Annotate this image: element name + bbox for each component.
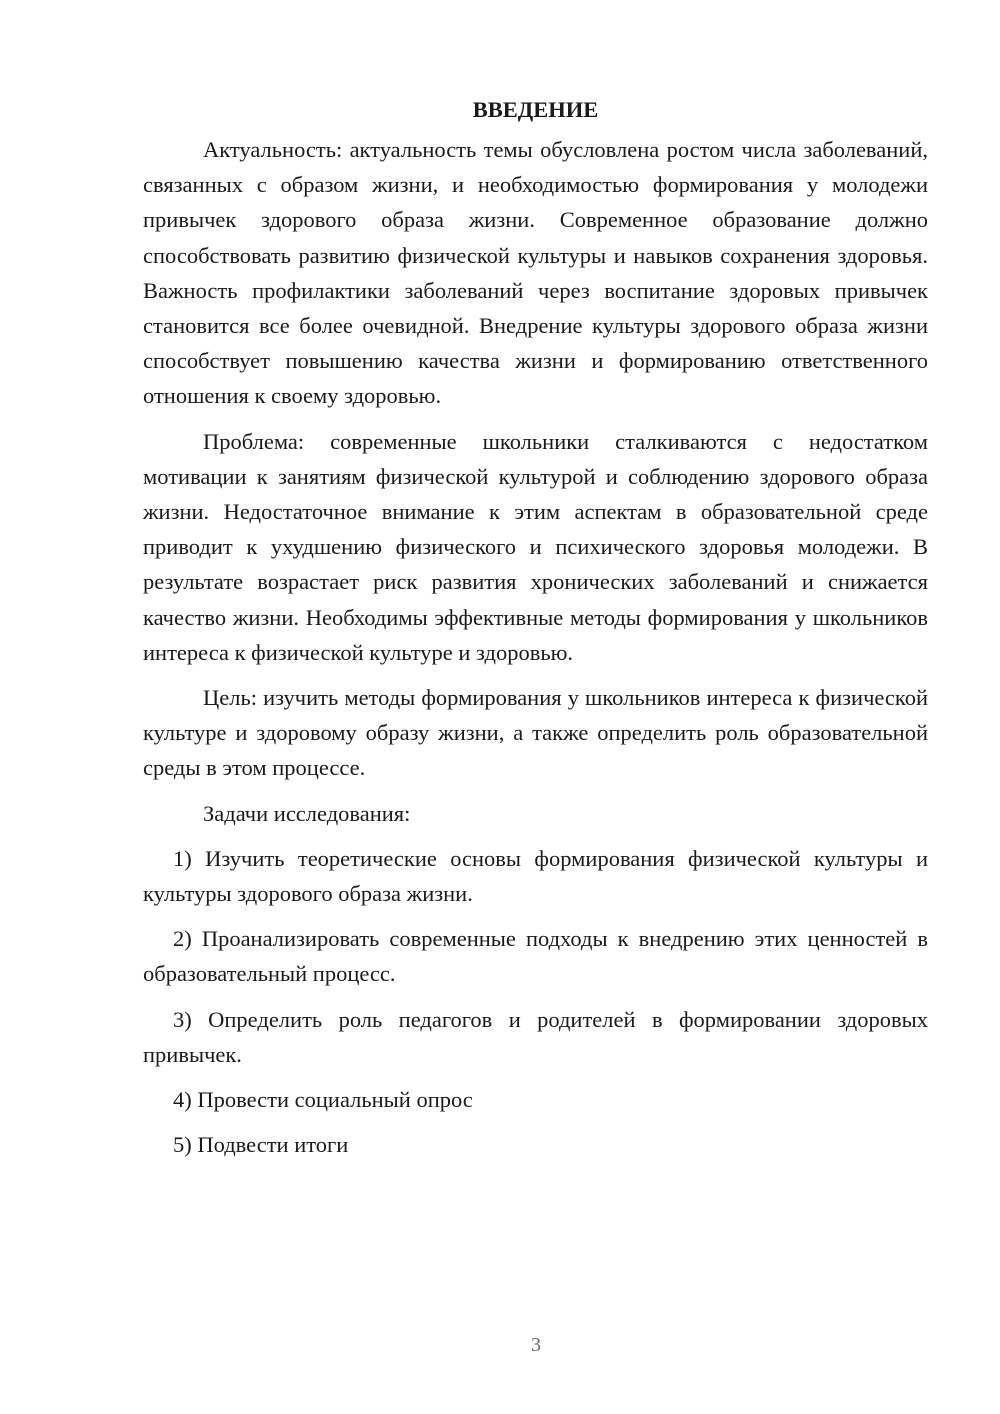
problem-paragraph: Проблема: современные школьники сталкиваются с недостатком мотивации к занятиям физической культурой и соблюдению здорового образа жизни. Недостаточное внимание к этим аспектам в образовательной среде приводит к ухудшению физического и психического здоровья молодежи. В результате возрастает риск развития хронических заболеваний и снижается качество жизни. Необходимы эффективные методы формирования у школьников интереса к физической культуре и здоровью.: [143, 428, 928, 665]
document-page: [143, 92, 928, 1172]
relevance-paragraph: Актуальность: актуальность темы обусловлена ростом числа заболеваний, связанных с образом жизни, и необходимостью формирования у молодежи привычек здорового образа жизни. Современное образование должно способствовать развитию физической культуры и навыков сохранения здоровья. Важность профилактики заболеваний через воспитание здоровых привычек становится все более очевидной. Внедрение культуры здорового образа жизни способствует повышению качества жизни и формированию ответственного отношения к своему здоровью.: [143, 137, 928, 409]
task-item-2: 2) Проанализировать современные подходы к внедрению этих ценностей в образовательный процесс.: [143, 926, 928, 987]
task-item-1: 1) Изучить теоретические основы формирования физической культуры и культуры здорового образа жизни.: [143, 845, 928, 907]
task-item-5: 5) Подвести итоги: [173, 1132, 349, 1158]
task-item-3: 3) Определить роль педагогов и родителей в формировании здоровых привычек.: [143, 1006, 928, 1067]
task-item-4: 4) Провести социальный опрос: [173, 1087, 473, 1113]
page-number: 3: [531, 1334, 541, 1356]
goal-paragraph: Цель: изучить методы формирования у школьников интереса к физической культуре и здоровому образу жизни, а также определить роль образовательной среды в этом процессе.: [143, 685, 928, 781]
section-title: ВВЕДЕНИЕ: [472, 97, 599, 122]
tasks-heading: Задачи исследования:: [203, 800, 411, 826]
